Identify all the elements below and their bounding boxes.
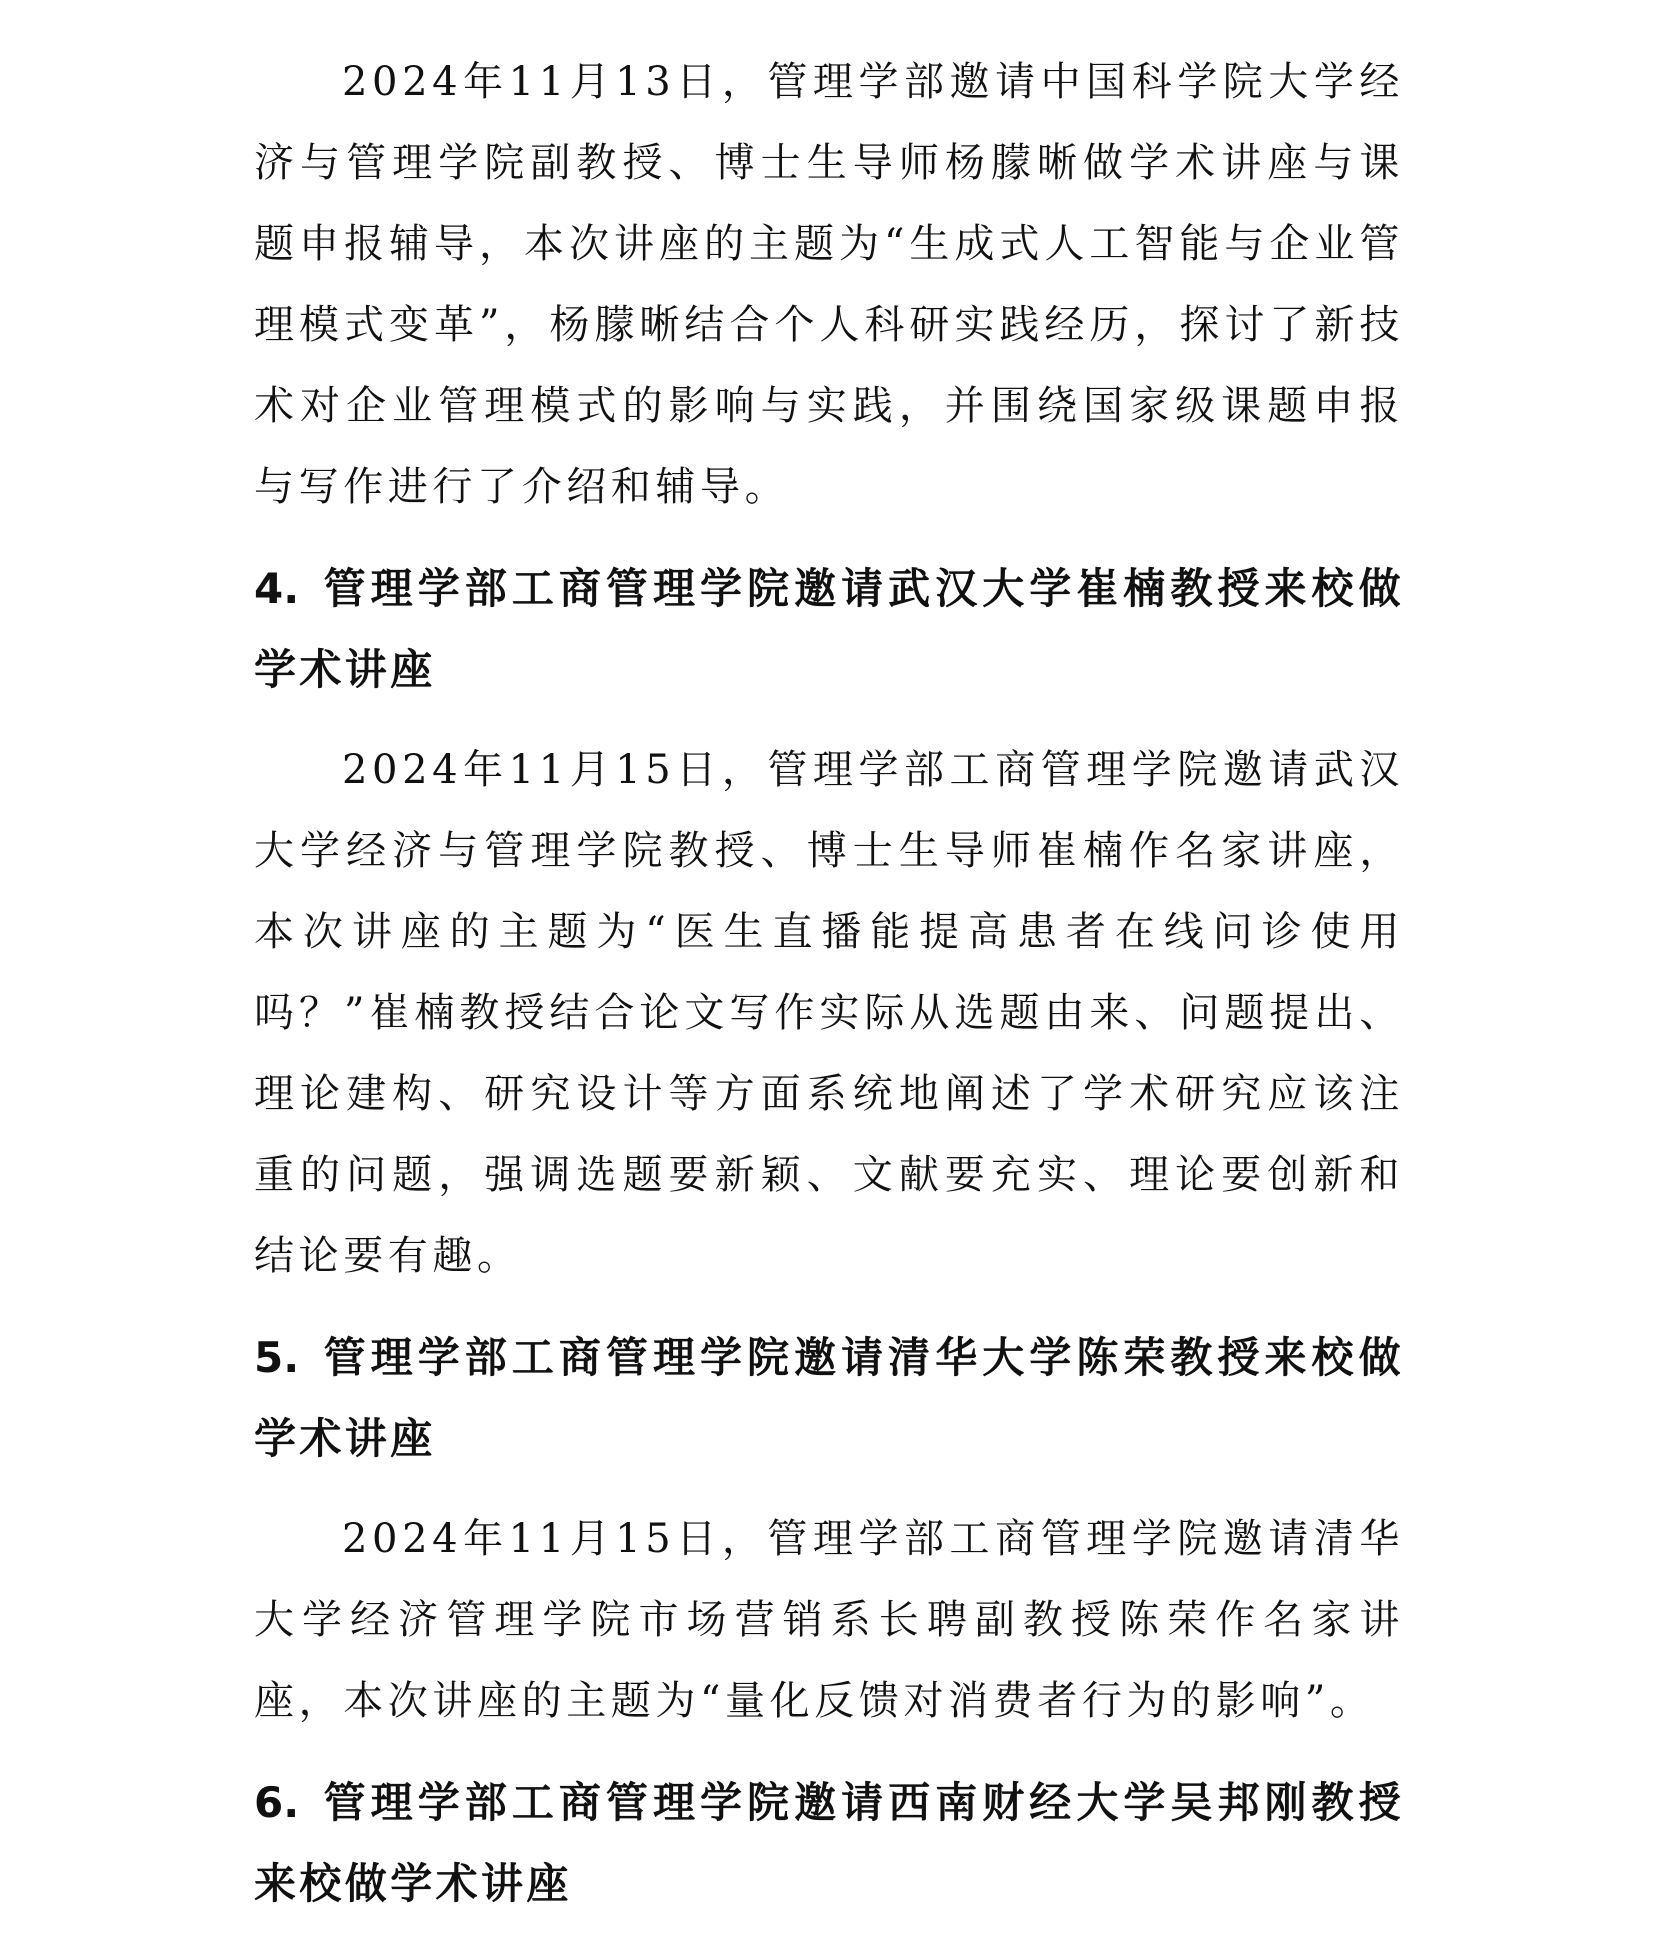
heading-number: 6. <box>254 1778 300 1827</box>
document-page <box>254 42 1404 1944</box>
heading-text: 管理学部工商管理学院邀请西南财经大学吴邦刚教授来校做学术讲座 <box>254 1778 1404 1908</box>
heading-item-5 <box>254 1297 1404 1499</box>
paragraph-lecture-yang: 2024年11月13日，管理学部邀请中国科学院大学经济与管理学院副教授、博士生导师杨朦晰做学术讲座与课题申报辅导，本次讲座的主题为“生成式人工智能与企业管理模式变革”，杨朦晰结合个人科研实践经历，探讨了新技术对企业管理模式的影响与实践，并围绕国家级课题申报与写作进行了介绍和辅导。 <box>254 59 1404 510</box>
heading-number: 4. <box>254 564 300 613</box>
paragraph-lecture-cui: 2024年11月15日，管理学部工商管理学院邀请武汉大学经济与管理学院教授、博士生导师崔楠作名家讲座，本次讲座的主题为“医生直播能提高患者在线问诊使用吗？”崔楠教授结合论文写作实际从选题由来、问题提出、理论建构、研究设计等方面系统地阐述了学术研究应该注重的问题，强调选题要新颖、文献要充实、理论要创新和结论要有趣。 <box>254 747 1404 1279</box>
heading-number: 5. <box>254 1333 300 1382</box>
heading-text: 管理学部工商管理学院邀请武汉大学崔楠教授来校做学术讲座 <box>254 564 1404 694</box>
heading-item-6 <box>254 1742 1404 1944</box>
paragraph-lecture-chen: 2024年11月15日，管理学部工商管理学院邀请清华大学经济管理学院市场营销系长聘副教授陈荣作名家讲座，本次讲座的主题为“量化反馈对消费者行为的影响”。 <box>254 1516 1404 1724</box>
heading-text: 管理学部工商管理学院邀请清华大学陈荣教授来校做学术讲座 <box>254 1333 1404 1463</box>
heading-item-4 <box>254 528 1404 730</box>
